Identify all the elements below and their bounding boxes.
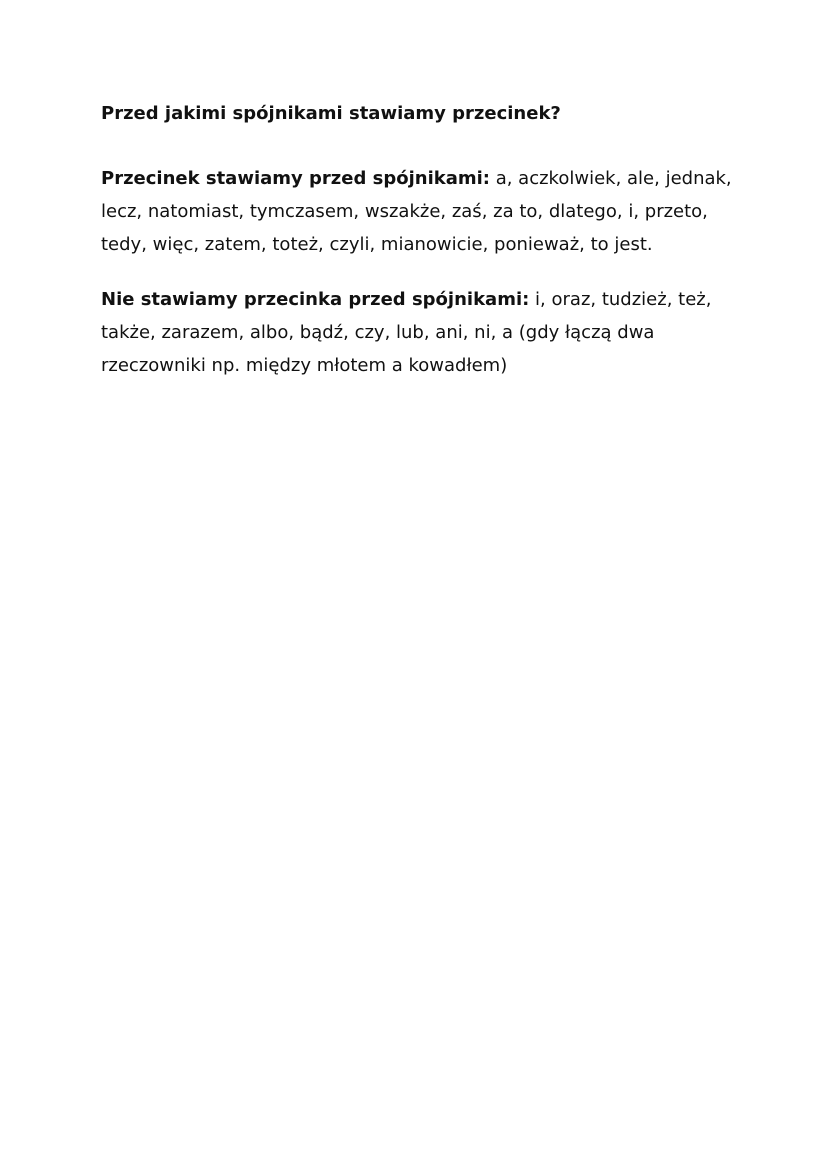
paragraph-text: a, aczkolwiek, ale, jednak, lecz, natomiast, tymczasem, wszakże, zaś, za to, dlatego, i, przeto, tedy, więc, zatem, toteż, czyli, mianowicie, ponieważ, to jest. xyxy=(101,168,732,255)
paragraph-lead: Przecinek stawiamy przed spójnikami: xyxy=(101,168,490,189)
paragraph-text: i, oraz, tudzież, też, także, zarazem, albo, bądź, czy, lub, ani, ni, a (gdy łączą dwa rzeczowniki np. między młotem a kowadłem) xyxy=(101,289,712,376)
paragraph-comma-before xyxy=(101,162,741,261)
document-content xyxy=(101,101,741,404)
paragraph-lead: Nie stawiamy przecinka przed spójnikami: xyxy=(101,289,530,310)
paragraph-no-comma-before xyxy=(101,283,741,382)
document-title: Przed jakimi spójnikami stawiamy przecinek? xyxy=(101,103,561,124)
